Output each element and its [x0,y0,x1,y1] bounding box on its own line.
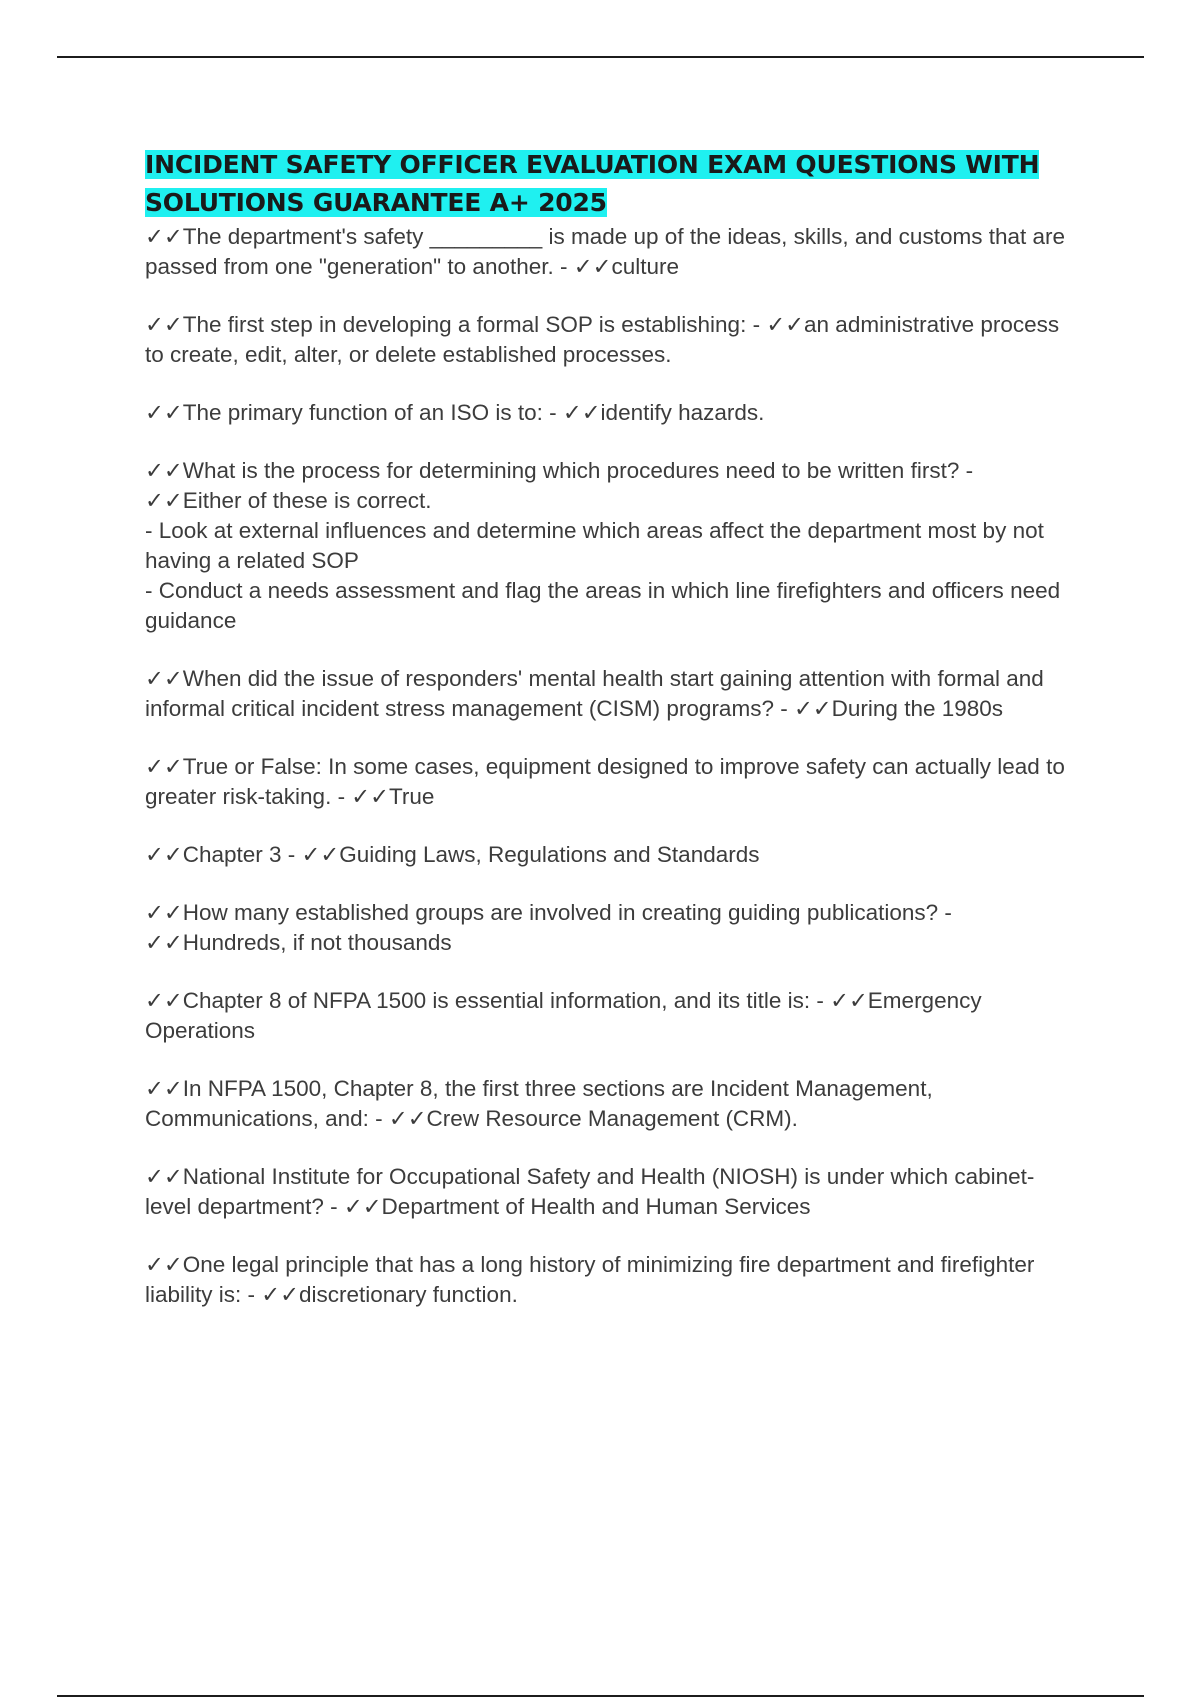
qa-item: ✓✓Chapter 3 - ✓✓Guiding Laws, Regulations and Standards [145,842,760,867]
document-title-text: INCIDENT SAFETY OFFICER EVALUATION EXAM QUESTIONS WITH SOLUTIONS GUARANTEE A+ 2025 [145,150,1040,217]
qa-item: ✓✓National Institute for Occupational Safety and Health (NIOSH) is under which cabinet-level department? - ✓✓Department of Health and Human Services [145,1164,1035,1219]
qa-item: ✓✓How many established groups are involved in creating guiding publications? - ✓✓Hundreds, if not thousands [145,900,952,955]
qa-item: ✓✓One legal principle that has a long history of minimizing fire department and firefighter liability is: - ✓✓discretionary function. [145,1252,1035,1307]
qa-item: ✓✓When did the issue of responders' mental health start gaining attention with formal and informal critical incident stress management (CISM) programs? - ✓✓During the 1980s [145,666,1044,721]
qa-item: ✓✓What is the process for determining which procedures need to be written first? - ✓✓Either of these is correct. - Look at external influences and determine which areas affect the department most by not having a related SOP - Conduct a needs assessment and flag the areas in which line firefighters and officers need guidance [145,458,1061,633]
qa-item: ✓✓In NFPA 1500, Chapter 8, the first three sections are Incident Management, Communications, and: - ✓✓Crew Resource Management (CRM). [145,1076,933,1131]
qa-list [145,222,1075,1310]
footer-rule [57,1695,1144,1697]
document-title [145,146,1075,222]
qa-item: ✓✓True or False: In some cases, equipment designed to improve safety can actually lead to greater risk-taking. - ✓✓True [145,754,1065,809]
qa-item: ✓✓The department's safety _________ is made up of the ideas, skills, and customs that are passed from one "generation" to another. - ✓✓culture [145,224,1066,279]
qa-item: ✓✓The primary function of an ISO is to: - ✓✓identify hazards. [145,400,765,425]
qa-item: ✓✓The first step in developing a formal SOP is establishing: - ✓✓an administrative process to create, edit, alter, or delete established processes. [145,312,1060,367]
header-rule [57,56,1144,58]
document-body [145,146,1075,1338]
qa-item: ✓✓Chapter 8 of NFPA 1500 is essential information, and its title is: - ✓✓Emergency Operations [145,988,982,1043]
